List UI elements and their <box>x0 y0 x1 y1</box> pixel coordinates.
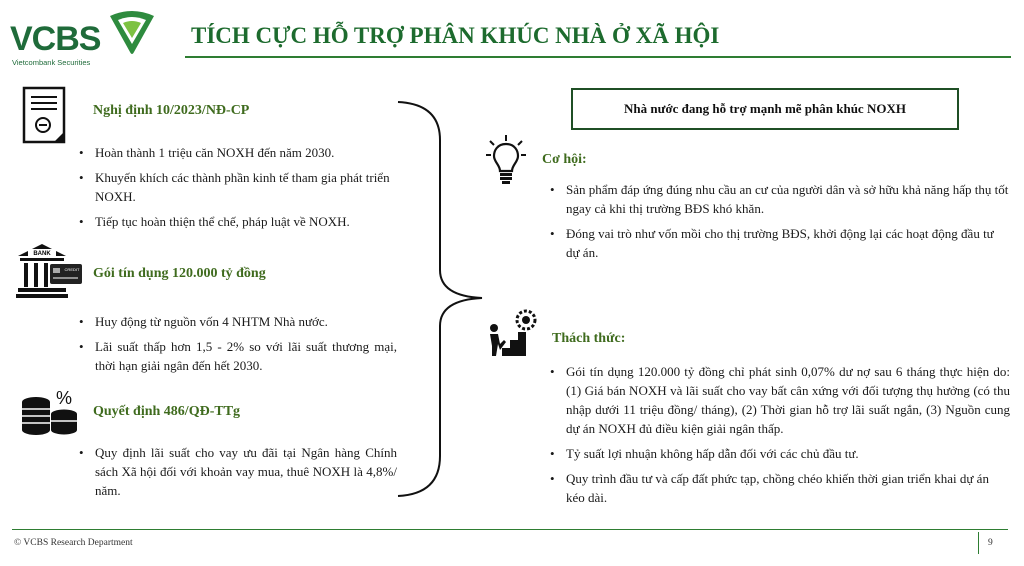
credit-bullets <box>79 312 397 381</box>
logo-subtitle: Vietcombank Securities <box>12 58 91 67</box>
bank-icon <box>16 240 84 300</box>
opportunity-title: Cơ hội: <box>542 152 587 167</box>
list-item: • Quy trình đầu tư và cấp đất phức tạp, chồng chéo khiến thời gian triển khai dự án kéo dài. <box>550 469 1010 507</box>
section-title-decision: Quyết định 486/QĐ-TTg <box>93 404 241 419</box>
svg-text:CREDIT: CREDIT <box>64 267 80 272</box>
page-number: 9 <box>988 538 993 548</box>
list-item: • Quy định lãi suất cho vay ưu đãi tại Ngân hàng Chính sách Xã hội đối với khoản vay mua, thuê NOXH là 4,8%/ năm. <box>79 443 397 500</box>
list-item: • Đóng vai trò như vốn mồi cho thị trường BĐS, khởi động lại các hoạt động đầu tư dự án. <box>550 224 1010 262</box>
opportunity-bullets <box>550 180 1010 268</box>
list-item: • Sản phẩm đáp ứng đúng nhu cầu an cư của người dân và sở hữu khả năng hấp thụ tốt ngay cả khi thị trường BĐS khó khăn. <box>550 180 1010 218</box>
page-title: TÍCH CỰC HỖ TRỢ PHÂN KHÚC NHÀ Ở XÃ HỘI <box>191 23 720 48</box>
header-divider <box>185 56 1011 58</box>
section-title-credit: Gói tín dụng 120.000 tỷ đồng <box>93 266 266 281</box>
section-title-decree: Nghị định 10/2023/NĐ-CP <box>93 103 250 118</box>
decree-bullets <box>79 143 397 237</box>
summary-box: Nhà nước đang hỗ trợ mạnh mẽ phân khúc NOXH <box>571 88 959 130</box>
lightbulb-icon <box>486 134 526 186</box>
document-icon <box>22 86 70 146</box>
footer-divider <box>12 529 1008 530</box>
coins-percent-icon <box>20 384 82 436</box>
curly-brace <box>396 100 496 498</box>
svg-text:%: % <box>55 388 73 408</box>
logo-text: VCBS <box>10 20 101 58</box>
footer-copyright: © VCBS Research Department <box>14 538 133 548</box>
footer-separator <box>978 532 979 554</box>
list-item: • Tỷ suất lợi nhuận không hấp dẫn đối với các chủ đầu tư. <box>550 444 1010 463</box>
list-item: • Huy động từ nguồn vốn 4 NHTM Nhà nước. <box>79 312 397 331</box>
list-item: • Hoàn thành 1 triệu căn NOXH đến năm 2030. <box>79 143 397 162</box>
vcbs-logo-icon <box>106 8 158 60</box>
svg-text:BANK: BANK <box>33 251 51 257</box>
list-item: • Khuyến khích các thành phần kinh tế tham gia phát triển NOXH. <box>79 168 397 206</box>
challenge-title: Thách thức: <box>552 331 626 346</box>
list-item: • Gói tín dụng 120.000 tỷ đồng chỉ phát sinh 0,07% dư nợ sau 6 tháng thực hiện do: (1) Giá bán NOXH và lãi suất cho vay bất cân xứng với đối tượng thụ hưởng (có thu nhập dưới 11 triệu đồng/ tháng), (2) Thời gian hỗ trợ lãi suất ngắn, (3) Nguồn cung dự án NOXH đủ điều kiện giải ngân thấp. <box>550 362 1010 438</box>
challenge-bullets <box>550 362 1010 513</box>
list-item: • Lãi suất thấp hơn 1,5 - 2% so với lãi suất thương mại, thời hạn giải ngân đến hết 2030. <box>79 337 397 375</box>
challenge-icon <box>486 308 540 360</box>
list-item: • Tiếp tục hoàn thiện thể chế, pháp luật về NOXH. <box>79 212 397 231</box>
decision-bullets <box>79 443 397 506</box>
